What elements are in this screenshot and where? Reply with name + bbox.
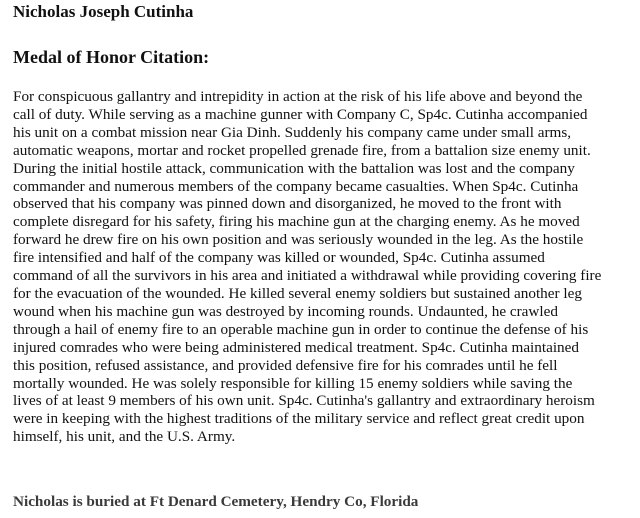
- burial-note: Nicholas is buried at Ft Denard Cemetery, Hendry Co, Florida: [13, 493, 419, 510]
- citation-line: complete disregard for his safety, firing his machine gun at the charging enemy. As he moved: [13, 213, 580, 231]
- citation-line: this position, refused assistance, and provided defensive fire for his comrades until he fell: [13, 356, 558, 374]
- citation-line: himself, his unit, and the U.S. Army.: [13, 428, 236, 446]
- recipient-name: Nicholas Joseph Cutinha: [13, 2, 194, 21]
- citation-line: his unit on a combat mission near Gia Dinh. Suddenly his company came under small arms,: [13, 123, 572, 141]
- citation-line: observed that his company was pinned down and disorganized, he moved to the front with: [13, 195, 562, 213]
- citation-line: mortally wounded. He was solely responsible for killing 15 enemy soldiers while saving the: [13, 374, 573, 392]
- citation-line: through a hail of enemy fire to an operable machine gun in order to continue the defense of his: [13, 320, 589, 338]
- citation-line: forward he drew fire on his own position and was seriously wounded in the leg. As the hostile: [13, 231, 584, 249]
- citation-line: commander and numerous members of the company became casualties. When Sp4c. Cutinha: [13, 177, 579, 195]
- citation-line: for the evacuation of the wounded. He killed several enemy soldiers but sustained another leg: [13, 284, 582, 302]
- citation-heading: Medal of Honor Citation:: [13, 47, 210, 67]
- citation-line: automatic weapons, mortar and rocket propelled grenade fire, from a battalion size enemy unit.: [13, 141, 591, 159]
- citation-line: fire intensified and half of the company was killed or wounded, Sp4c. Cutinha assumed: [13, 249, 545, 267]
- citation-line: wound when his machine gun was destroyed by incoming rounds. Undaunted, he crawled: [13, 302, 558, 320]
- citation-line: command of all the survivors in his area and initiated a withdrawal while providing covering fire: [13, 267, 602, 285]
- citation-line: call of duty. While serving as a machine gunner with Company C, Sp4c. Cutinha accompanied: [13, 105, 588, 123]
- citation-line: injured comrades who were being administered medical treatment. Sp4c. Cutinha maintained: [13, 338, 579, 356]
- citation-line: For conspicuous gallantry and intrepidity in action at the risk of his life above and beyond the: [13, 88, 583, 105]
- citation-text: [13, 88, 633, 446]
- citation-line: During the initial hostile attack, communication with the battalion was lost and the company: [13, 159, 575, 177]
- citation-line: were in keeping with the highest traditions of the military service and reflect great credit upon: [13, 410, 585, 428]
- citation-line: lives of at least 9 members of his own unit. Sp4c. Cutinha's gallantry and extraordinary heroism: [13, 392, 595, 410]
